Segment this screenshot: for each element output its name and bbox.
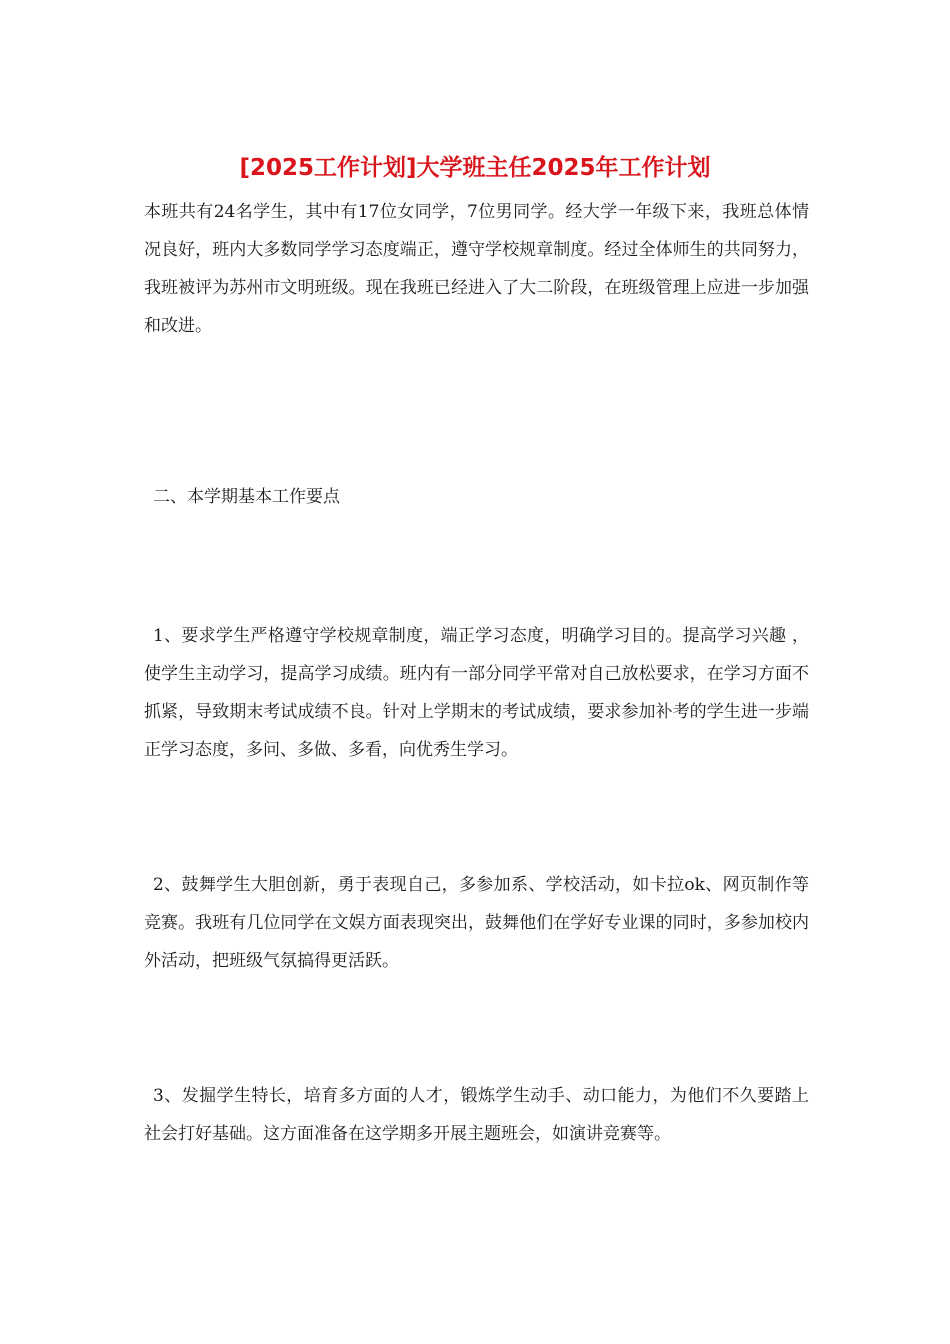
- work-item-2: 2、鼓舞学生大胆创新，勇于表现自己，多参加系、学校活动，如卡拉ok、网页制作等竞赛。我班有几位同学在文娱方面表现突出，鼓舞他们在学好专业课的同时，多参加校内外活动，把班级气氛搞得更活跃。: [144, 875, 809, 971]
- intro-paragraph: 本班共有24名学生，其中有17位女同学，7位男同学。经大学一年级下来，我班总体情况良好，班内大多数同学学习态度端正，遵守学校规章制度。经过全体师生的共同努力，我班被评为苏州市文明班级。现在我班已经进入了大二阶段，在班级管理上应进一步加强和改进。: [144, 202, 809, 336]
- document-title: [2025工作计划]大学班主任2025年工作计划: [239, 155, 711, 181]
- work-item-3: 3、发掘学生特长，培育多方面的人才，锻炼学生动手、动口能力，为他们不久要踏上社会打好基础。这方面准备在这学期多开展主题班会，如演讲竞赛等。: [144, 1086, 809, 1144]
- work-item-1: 1、要求学生严格遵守学校规章制度，端正学习态度，明确学习目的。提高学习兴趣 ，使学生主动学习，提高学习成绩。班内有一部分同学平常对自己放松要求，在学习方面不抓紧，导致期末考试成绩不良。针对上学期末的考试成绩，要求参加补考的学生进一步端正学习态度，多问、多做、多看，向优秀生学习。: [144, 626, 809, 760]
- section-heading: 二、本学期基本工作要点: [153, 487, 340, 507]
